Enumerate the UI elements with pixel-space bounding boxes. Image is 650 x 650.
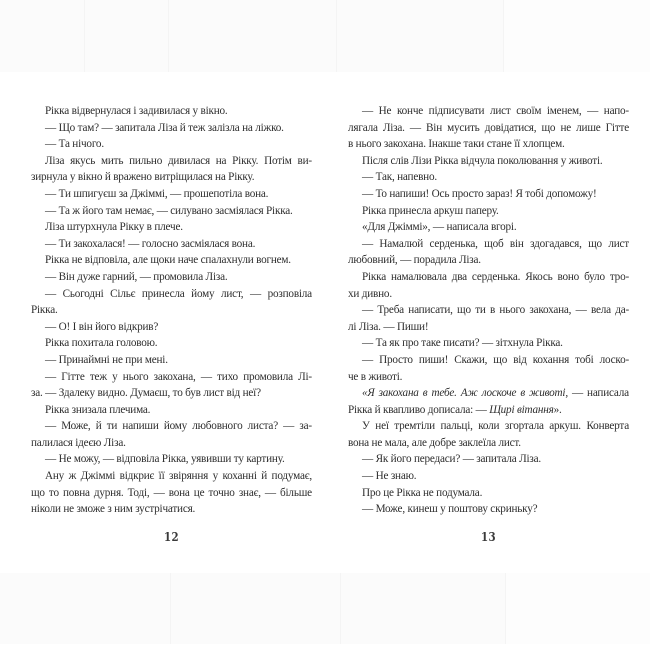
page-edge-seam xyxy=(336,0,337,72)
page-left-text xyxy=(31,103,312,518)
page-stack-edge-bottom xyxy=(0,573,650,644)
text-line: — Не знаю. xyxy=(362,470,417,483)
page-edge-seam xyxy=(168,0,169,72)
text-line: Після слів Лізи Рікка відчула поколювання у животі. xyxy=(362,154,603,167)
page-number-right: 13 xyxy=(480,528,497,544)
page-stack-edge-top xyxy=(0,0,650,72)
text-line: — О! І він його відкрив? xyxy=(45,320,159,333)
text-line: — Що там? — запитала Ліза й теж залізла на ліжко. xyxy=(45,121,284,134)
text-line: — Та як про таке писати? — зітхнула Рікка. xyxy=(362,337,563,350)
text-line: — То напиши! Ось просто зараз! Я тобі допоможу! xyxy=(362,187,597,200)
text-line: — Просто пиши! Скажи, що від кохання тобі лоско- xyxy=(362,353,629,366)
page-number-left: 12 xyxy=(163,528,180,544)
page-right xyxy=(348,103,629,544)
page-edge-seam xyxy=(170,573,171,644)
text-line: — Сьогодні Сільє принесла йому лист, — розповіла xyxy=(45,287,312,300)
text-line: У неї тремтіли пальці, коли згортала аркуш. Конверта xyxy=(362,420,629,433)
text-line: — Так, напевно. xyxy=(362,171,437,184)
text-line: че в животі. xyxy=(348,370,403,383)
text-line: Ліза якусь мить пильно дивилася на Рікку. Потім ви- xyxy=(45,154,312,167)
text-line: — Ти шпигуєш за Джіммі, — прошепотіла вона. xyxy=(45,187,269,200)
text-line: Рікка намалювала два серденька. Якось воно було тро- xyxy=(362,270,629,283)
text-line: Рікка відвернулася і задивилася у вікно. xyxy=(45,105,228,117)
text-line: «Для Джіммі», — написала вгорі. xyxy=(362,221,517,234)
text-line: — Ти закохалася! — голосно засміялася вона. xyxy=(45,237,256,250)
text-line: Ліза штурхнула Рікку в плече. xyxy=(45,221,183,234)
text-line: — Треба написати, що ти в нього закохана, — вела да- xyxy=(362,304,629,317)
text-line: ніколи не зможе з ним зустрічатися. xyxy=(31,503,196,516)
text-line: лі Ліза. — Пиши! xyxy=(348,320,429,333)
text-line: в нього закохана. Інакше таки стане її хлопцем. xyxy=(348,138,565,151)
text-line: — Може, кинеш у поштову скриньку? xyxy=(362,503,538,516)
text-line: зирнула у вікно й вражено витріщилася на Рікку. xyxy=(31,171,255,184)
text-line: Про це Рікка не подумала. xyxy=(362,486,483,499)
text-line: Рікка не відповіла, але щоки наче спалахнули вогнем. xyxy=(45,254,291,267)
text-line: — Та нічого. xyxy=(45,138,104,151)
text-line: вона не мала, але добре заклеїла лист. xyxy=(348,436,521,449)
page-edge-highlight xyxy=(506,573,650,644)
page-edge-seam xyxy=(84,0,85,72)
page-edge-highlight xyxy=(504,0,650,72)
text-line: любовний, — порадила Ліза. xyxy=(348,254,481,267)
text-line: — Може, й ти напиши йому любовного листа? — за- xyxy=(45,420,312,433)
text-line: «Я закохана в тебе. Аж лоскоче в животі, — написала xyxy=(362,387,629,400)
text-line: — Як його передаси? — запитала Ліза. xyxy=(362,453,542,466)
text-line: Рікка й квапливо дописала: — Щирі вітання». xyxy=(348,403,562,416)
text-line: Рікка похитала головою. xyxy=(45,337,158,350)
text-line: Рікка знизала плечима. xyxy=(45,403,151,416)
text-line: Ану ж Джіммі відкриє її звіряння у коханні й подумає, xyxy=(45,470,312,483)
text-line: — Гітте теж у нього закохана, — тихо промовила Лі- xyxy=(45,370,312,383)
text-line: — Принаймні не при мені. xyxy=(45,353,168,366)
text-line: — Та ж його там немає, — силувано засміялася Рікка. xyxy=(45,204,293,217)
text-line: палилася ідеєю Ліза. xyxy=(31,436,126,449)
text-line: Рікка принесла аркуш паперу. xyxy=(362,204,499,217)
page-left xyxy=(31,103,312,544)
text-line: — Намалюй серденька, щоб він здогадався, що лист xyxy=(362,237,629,250)
text-line: — Не конче підписувати лист своїм іменем, — напо- xyxy=(362,105,629,117)
text-line: лягала Ліза. — Він мусить довідатися, що не лише Гітте xyxy=(348,121,629,134)
text-line: — Він дуже гарний, — промовила Ліза. xyxy=(45,270,228,283)
text-line: хи дивно. xyxy=(348,287,392,300)
page-right-text xyxy=(348,103,629,518)
text-line: що то повна дурня. Тоді, — вона це точно знає, — більше xyxy=(31,486,312,499)
text-line: — Не можу, — відповіла Рікка, уявивши ту картину. xyxy=(45,453,285,466)
page-edge-seam xyxy=(340,573,341,644)
text-line: за. — Здалеку видно. Думаєш, то був лист від неї? xyxy=(31,387,261,400)
text-line: Рікка. xyxy=(31,304,58,317)
